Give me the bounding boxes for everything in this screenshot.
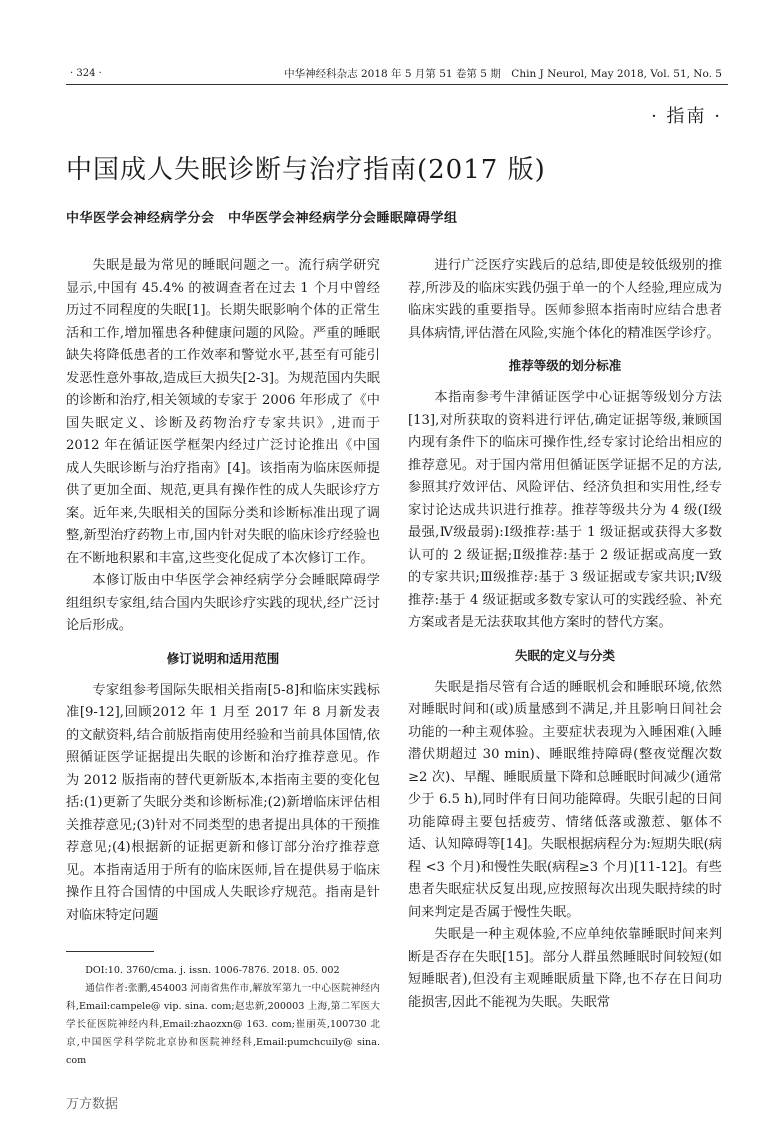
header-rule — [66, 84, 728, 85]
definition-paragraph-2: 失眠是一种主观体验,不应单纯依靠睡眠时间来判断是否存在失眠[15]。部分人群虽然睡眠时间较短(如短睡眠者),但没有主观睡眠质量下降,也不存在日间功能损害,因此不能视为失眠。失眠常 — [408, 927, 722, 1010]
intro-paragraph-1: 失眠是最为常见的睡眠问题之一。流行病学研究显示,中国有 45.4% 的被调查者在过去 1 个月中曾经历过不同程度的失眠[1]。长期失眠影响个体的正常生活和工作,增加罹患各种健康问题的风险。严重的睡眠缺失将降低患者的工作效率和警觉水平,甚至有可能引发恶性意外事故,造成巨大损失[2-3]。为规范国内失眠的诊断和治疗,相关领域的专家于 2006 年形成了《中国失眠定义、诊断及药物治疗专家共识》,进而于 2012 年在循证医学框架内经过广泛讨论推出《中国成人失眠诊断与治疗指南》[4]。该指南为临床医师提供了更加全面、规范,更具有操作性的成人失眠诊疗方案。近年来,失眠相关的国际分类和诊断标准出现了调整,新型治疗药物上市,国内针对失眠的临床诊疗经验也在不断地积累和丰富,这些变化促成了本次修订工作。 — [66, 258, 380, 566]
section-heading-definition: 失眠的定义与分类 — [514, 647, 615, 663]
section-heading-revision: 修订说明和适用范围 — [166, 650, 280, 666]
footnote-rule — [66, 951, 154, 952]
footnote-doi: DOI:10. 3760/cma. j. issn. 1006-7876. 2018. 05. 002 — [85, 965, 340, 976]
right-column — [408, 255, 722, 1014]
definition-paragraph-1: 失眠是指尽管有合适的睡眠机会和睡眠环境,依然对睡眠时间和(或)质量感到不满足,并且影响日间社会功能的一种主观体验。主要症状表现为入睡困难(入睡潜伏期超过 30 min)、睡眠维持障碍(整夜觉醒次数≥2 次)、早醒、睡眠质量下降和总睡眠时间减少(通常少于 6.5 h),同时伴有日间功能障碍。失眠引起的日间功能障碍主要包括疲劳、情绪低落或激惹、躯体不适、认知障碍等[14]。失眠根据病程分为:短期失眠(病程 <3 个月)和慢性失眠(病程≥3 个月)[11-12]。有些患者失眠症状反复出现,应按照每次出现失眠持续的时间来判定是否属于慢性失眠。 — [408, 679, 722, 920]
intro-paragraph-2: 本修订版由中华医学会神经病学分会睡眠障碍学组组织专家组,结合国内失眠诊疗实践的现状,经广泛讨论后形成。 — [66, 573, 380, 633]
continued-paragraph: 进行广泛医疗实践后的总结,即使是较低级别的推荐,所涉及的临床实践仍强于单一的个人经验,理应成为临床实践的重要指导。医师参照本指南时应结合患者具体病情,评估潜在风险,实施个体化的精准医学诊疗。 — [408, 258, 722, 341]
revision-paragraph: 专家组参考国际失眠相关指南[5-8]和临床实践标准[9-12],回顾2012 年 1 月至 2017 年 8 月新发表的文献资料,结合前版指南使用经验和当前具体国情,依照循证医学证据提出失眠的诊断和治疗推荐意见。作为 2012 版指南的替代更新版本,本指南主要的变化包括:(1)更新了失眠分类和诊断标准;(2)新增临床评估相关推荐意见;(3)针对不同类型的患者提出具体的干预推荐意见;(4)根据新的证据更新和修订部分治疗推荐意见。本指南适用于所有的临床医师,旨在提供易于临床操作且符合国情的中国成人失眠诊疗规范。指南是针对临床特定问题 — [66, 682, 380, 923]
footnote-correspondence: 通信作者:张鹏,454003 河南省焦作市,解放军第九一中心医院神经内科,Email:campele@ vip. sina. com;赵忠新,200003 上海,第二军医大学长征医院神经内科,Email:zhaozxn@ 163. com;崔丽英,100730 北京,中国医学科学院北京协和医院神经科,Email:pumchcuily@ sina. com — [66, 983, 380, 1066]
article-title: 中国成人失眠诊断与治疗指南(2017 版) — [66, 155, 546, 185]
journal-header: 中华神经科杂志 2018 年 5 月第 51 卷第 5 期 Chin J Neurol, May 2018, Vol. 51, No. 5 — [284, 68, 722, 80]
left-column — [66, 255, 380, 1070]
column-label: · 指南 · — [651, 106, 722, 127]
article-authors: 中华医学会神经病学分会 中华医学会神经病学分会睡眠障碍学组 — [66, 211, 458, 226]
page-number: · 324 · — [70, 68, 102, 79]
grading-paragraph: 本指南参考牛津循证医学中心证据等级划分方法[13],对所获取的资料进行评估,确定证据等级,兼顾国内现有条件下的临床可操作性,经专家讨论给出相应的推荐意见。对于国内常用但循证医学证据不足的方法,参照其疗效评估、风险评估、经济负担和实用性,经专家讨论达成共识进行推荐。推荐等级共分为 4 级(Ⅰ级最强,Ⅳ级最弱):Ⅰ级推荐:基于 1 级证据或获得大多数认可的 2 级证据;Ⅱ级推荐:基于 2 级证据或高度一致的专家共识;Ⅲ级推荐:基于 3 级证据或专家共识;Ⅳ级推荐:基于 4 级证据或多数专家认可的实践经验、补充方案或者是无法获取其他方案时的替代方案。 — [408, 390, 722, 630]
watermark: 万方数据 — [66, 1097, 119, 1112]
section-heading-grading: 推荐等级的划分标准 — [508, 358, 622, 373]
